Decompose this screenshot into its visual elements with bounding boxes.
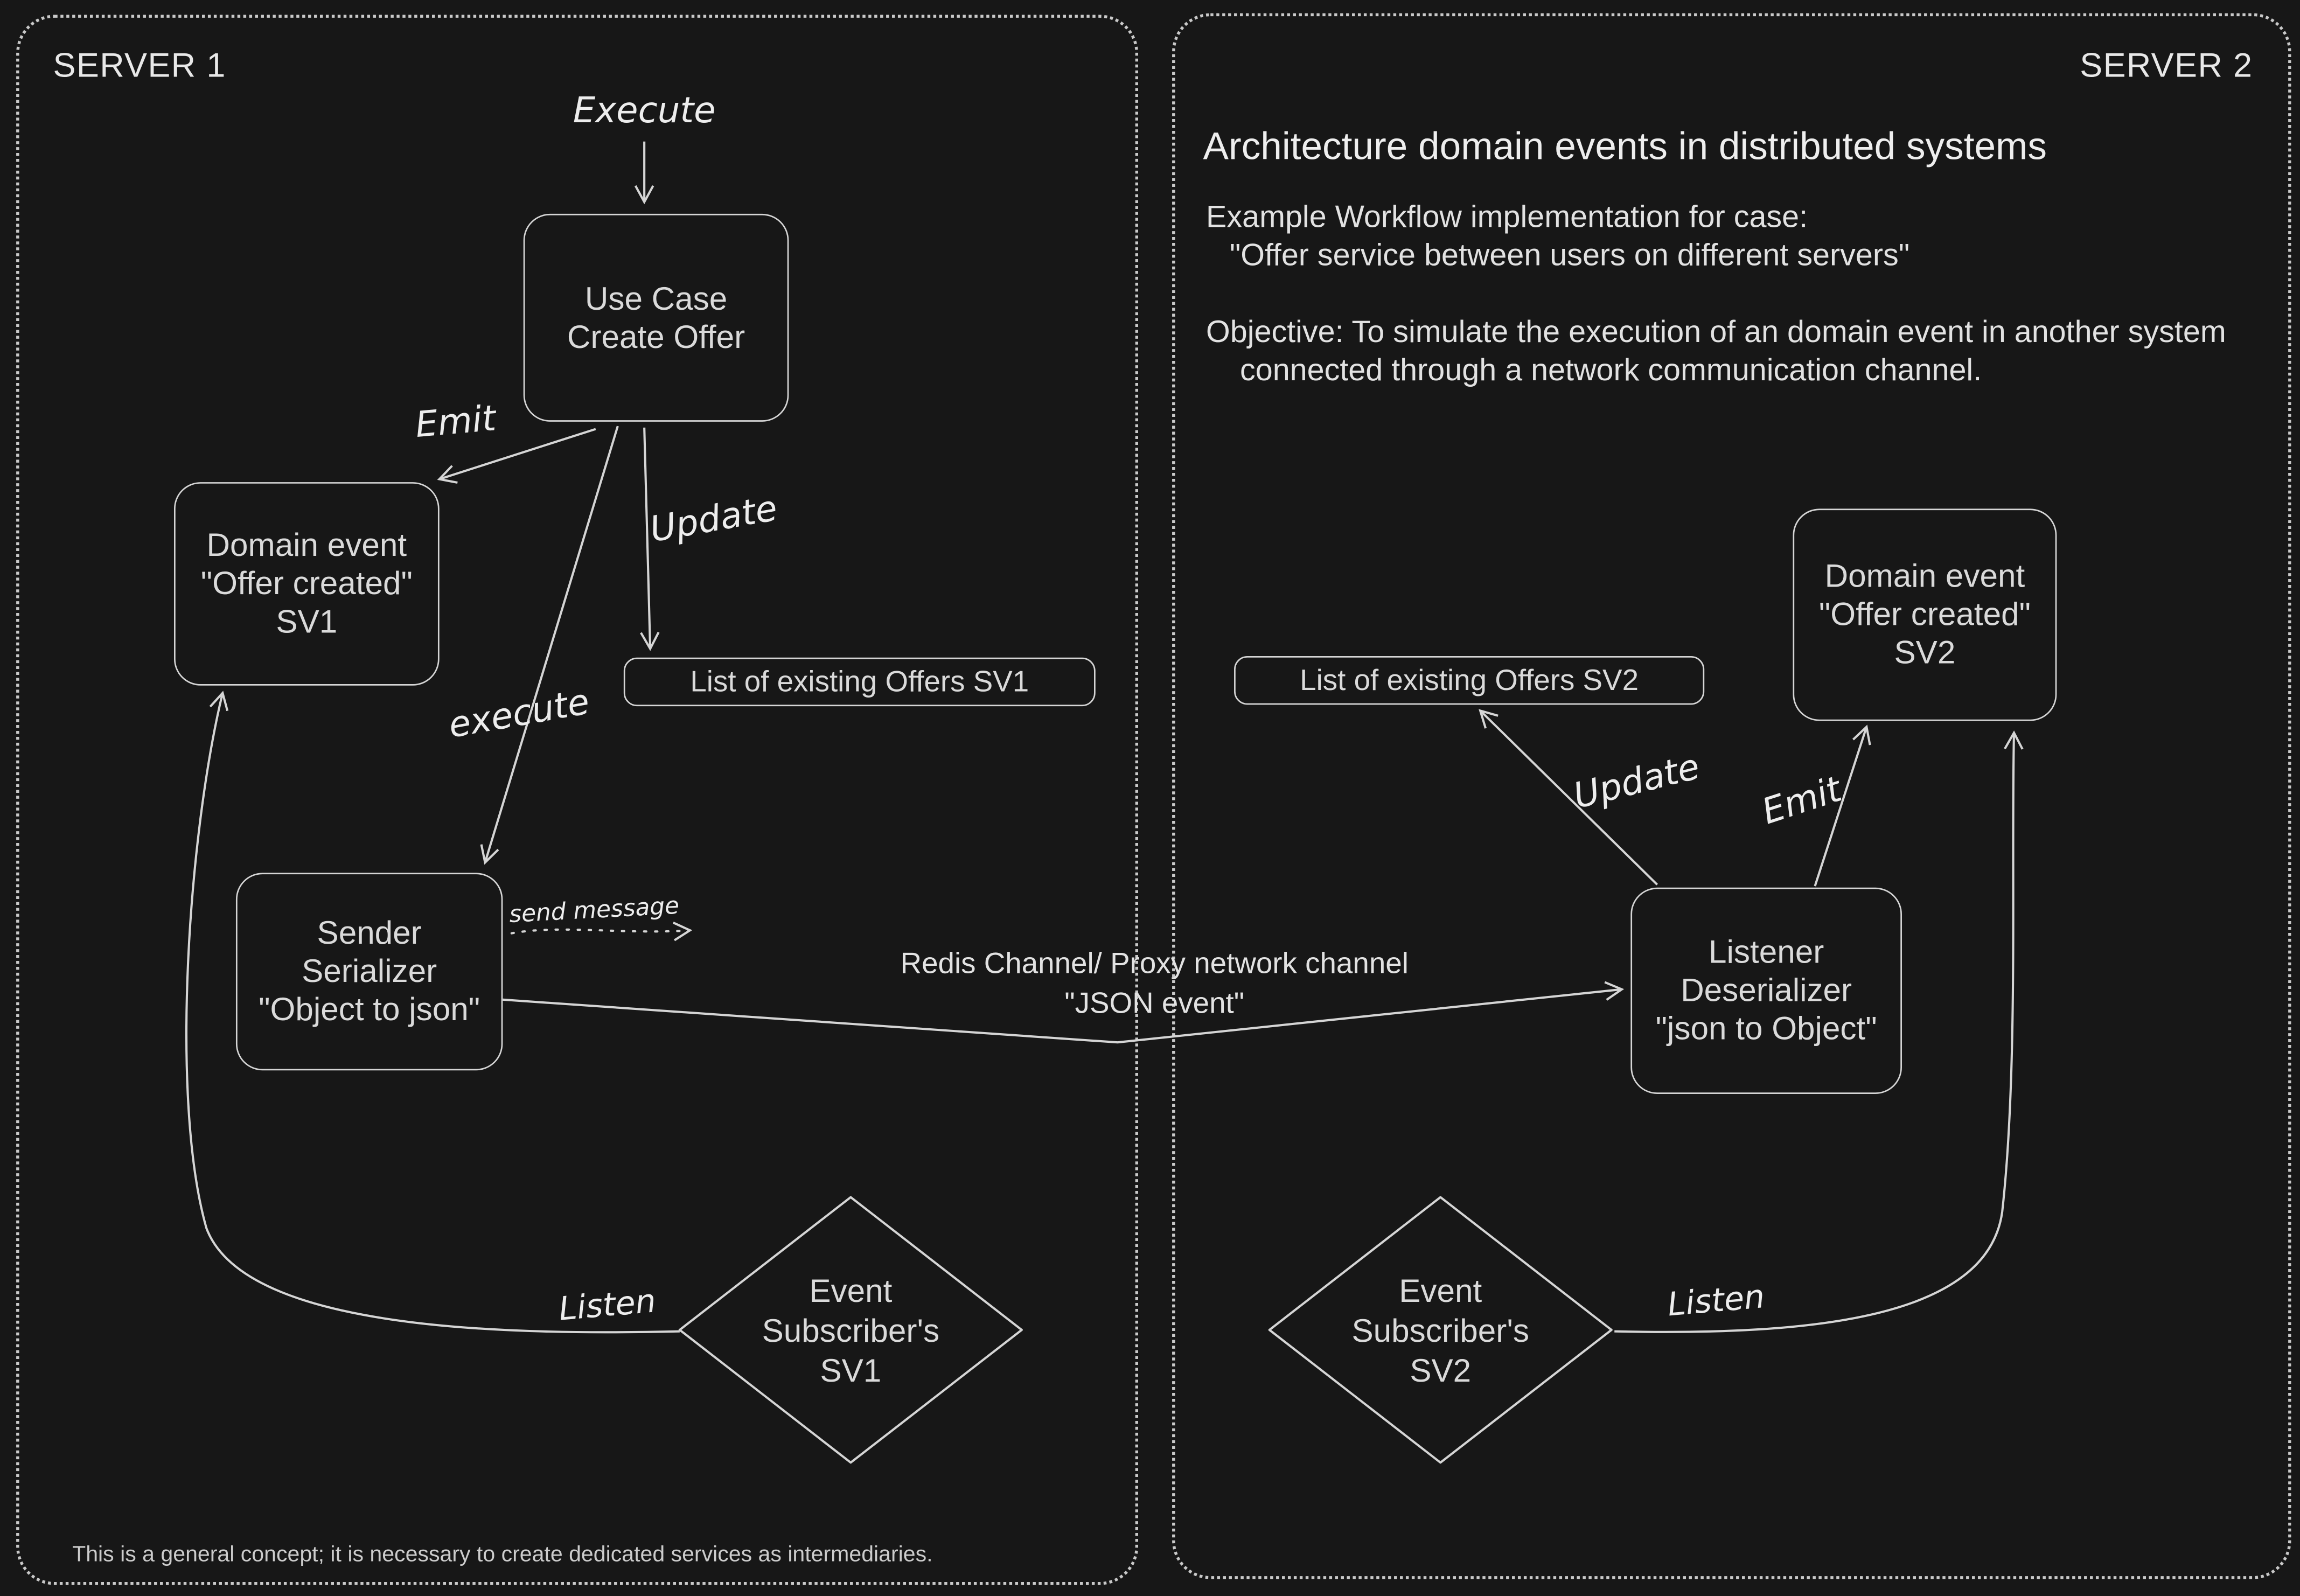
node-text-line: SV1 xyxy=(276,603,338,640)
execute-edge-label: Execute xyxy=(573,89,716,131)
node-text-line: List of existing Offers SV2 xyxy=(1300,664,1639,697)
update-arrow-sv1 xyxy=(644,428,650,649)
case-description-line2: "Offer service between users on different servers" xyxy=(1229,239,1910,273)
execute-internal-edge-label: execute xyxy=(445,681,593,747)
node-text-line: "json to Object" xyxy=(1655,1009,1877,1047)
node-text-line: Domain event xyxy=(206,526,407,563)
domain-event-sv2-node xyxy=(1793,508,2057,721)
domain-event-sv1-node xyxy=(174,482,440,686)
node-text-line: "Object to json" xyxy=(259,991,480,1028)
execute-internal-arrow xyxy=(485,426,618,862)
event-subscribers-sv1-text xyxy=(688,1270,1013,1390)
node-text-line: Sender xyxy=(317,914,422,951)
node-text-line: Event xyxy=(809,1271,893,1309)
send-message-arrow xyxy=(512,930,690,933)
footnote: This is a general concept; it is necessary to create dedicated services as intermediaries. xyxy=(72,1542,933,1567)
listen-edge-label-sv2: Listen xyxy=(1666,1279,1766,1325)
network-channel-label xyxy=(901,945,1409,1025)
node-text-line: SV2 xyxy=(1410,1351,1472,1389)
node-text-line: Subscriber's xyxy=(1351,1311,1529,1349)
case-description-line1: Example Workflow implementation for case: xyxy=(1206,200,1808,235)
objective-line2: connected through a network communication channel. xyxy=(1239,353,1982,388)
emit-edge-label-sv1: Emit xyxy=(413,398,498,446)
emit-edge-label-sv2: Emit xyxy=(1757,768,1846,833)
node-text-line: SV1 xyxy=(820,1351,882,1389)
node-text-line: SV2 xyxy=(1894,633,1956,671)
send-message-edge-label: send message xyxy=(508,891,680,929)
node-text-line: Event xyxy=(1399,1271,1482,1309)
node-text-line: Create Offer xyxy=(567,317,745,355)
objective-line1: Objective: To simulate the execution of an domain event in another system xyxy=(1206,315,2226,350)
listener-deserializer-node xyxy=(1630,888,1902,1094)
node-text-line: Use Case xyxy=(584,279,728,317)
listen-edge-label-sv1: Listen xyxy=(557,1284,658,1329)
channel-text-line: Redis Channel/ Proxy network channel xyxy=(900,948,1409,981)
node-text-line: "Offer created" xyxy=(1818,595,2031,633)
node-text-line: Domain event xyxy=(1824,557,2025,595)
update-edge-label-sv1: Update xyxy=(646,487,780,550)
node-text-line: "Offer created" xyxy=(200,564,413,602)
offers-list-sv1-node xyxy=(624,658,1096,706)
node-text-line: Listener xyxy=(1709,933,1824,971)
use-case-create-offer-node xyxy=(524,214,789,422)
offers-list-sv2-node xyxy=(1234,656,1704,705)
node-text-line: List of existing Offers SV1 xyxy=(690,665,1029,699)
sender-serializer-node xyxy=(236,873,503,1070)
node-text-line: Serializer xyxy=(302,952,437,989)
channel-text-line: "JSON event" xyxy=(1064,987,1245,1021)
server1-label: SERVER 1 xyxy=(53,45,226,85)
update-edge-label-sv2: Update xyxy=(1569,745,1704,817)
node-text-line: Deserializer xyxy=(1681,971,1852,1009)
page-title: Architecture domain events in distributed systems xyxy=(1203,123,2047,169)
server2-label: SERVER 2 xyxy=(2080,45,2253,85)
event-subscribers-sv2-text xyxy=(1278,1270,1602,1390)
node-text-line: Subscriber's xyxy=(762,1311,940,1349)
